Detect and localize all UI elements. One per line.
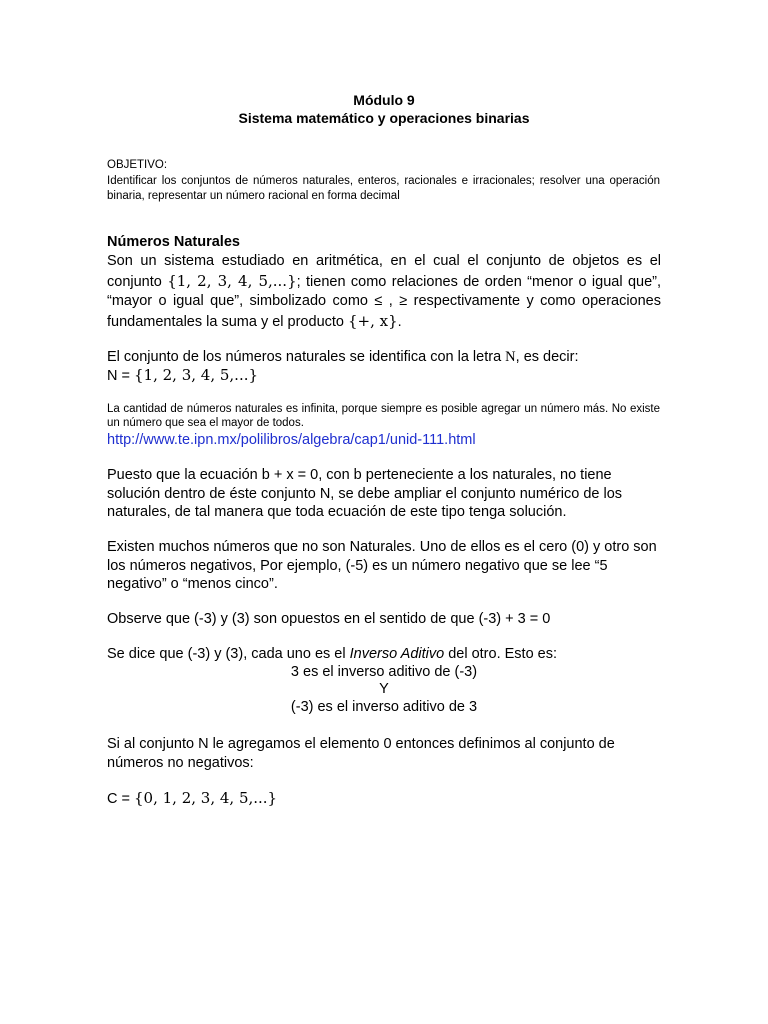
naturals-paragraph-2 <box>107 348 667 367</box>
page-subtitle: Sistema matemático y operaciones binarias <box>238 110 530 126</box>
p1-ops: {+, x} <box>348 311 398 330</box>
objective-label: OBJETIVO: <box>107 159 168 171</box>
naturals-note: La cantidad de números naturales es infinita, porque siempre es posible agregar un número más. No existe un número que sea el mayor de todos. <box>107 403 660 429</box>
p2-letter: N <box>505 349 516 365</box>
c-set-prefix: C = <box>107 791 134 807</box>
p1-set: {1, 2, 3, 4, 5,...} <box>167 271 297 290</box>
p1-text-a: Son un sistema estudiado en aritmética, en el cual el conjunto de objetos es el conjunto <box>107 253 661 290</box>
c-set: {0, 1, 2, 3, 4, 5,...} <box>134 789 278 807</box>
module-title: Módulo 9 <box>353 92 415 108</box>
paragraph-ecuacion: Puesto que la ecuación b + x = 0, con b perteneciente a los naturales, no tiene solución dentro de éste conjunto N, se debe ampliar el conjunto numérico de los naturales, de tal manera que toda ecuación de este tipo tenga solución. <box>107 467 623 520</box>
inverse-line-3: (-3) es el inverso aditivo de 3 <box>290 699 478 715</box>
paragraph-no-negativos: Si al conjunto N le agregamos el elemento 0 entonces definimos al conjunto de números no negativos: <box>107 736 615 771</box>
c-set-definition <box>107 789 277 809</box>
p6-text-b: del otro. Esto es: <box>444 646 558 662</box>
n-set-prefix: N = <box>107 368 134 384</box>
p2-text-b: , es decir: <box>515 349 579 365</box>
p6-text-a: Se dice que (-3) y (3), cada uno es el <box>107 646 350 662</box>
naturals-set-definition <box>107 366 258 386</box>
p6-emphasis: Inverso Aditivo <box>349 646 445 662</box>
p1-end: . <box>397 313 402 330</box>
inverse-line-1: 3 es el inverso aditivo de (-3) <box>290 664 478 680</box>
p2-text-a: El conjunto de los números naturales se identifica con la letra <box>107 349 506 365</box>
p1-text-b: ; tienen como relaciones de orden “menor o igual que”, “mayor o igual que”, simbolizado como ≤ , ≥ respectivamente y como operaciones fundamentales la suma y el producto <box>107 273 661 330</box>
reference-link[interactable]: http://www.te.ipn.mx/polilibros/algebra/cap1/unid-111.html <box>107 432 476 448</box>
paragraph-no-naturales: Existen muchos números que no son Naturales. Uno de ellos es el cero (0) y otro son los números negativos, Por ejemplo, (-5) es un número negativo que se lee “5 negativo” o “menos cinco”. <box>107 539 657 592</box>
objective-text: Identificar los conjuntos de números naturales, enteros, racionales e irracionales; resolver una operación binaria, representar un número racional en forma decimal <box>107 175 660 202</box>
paragraph-opuestos: Observe que (-3) y (3) son opuestos en el sentido de que (-3) + 3 = 0 <box>107 611 551 627</box>
inverse-line-2: Y <box>379 681 389 697</box>
naturals-paragraph-1 <box>107 252 661 332</box>
paragraph-inverso-aditivo <box>107 645 667 664</box>
section-heading-naturales: Números Naturales <box>107 234 240 250</box>
n-set: {1, 2, 3, 4, 5,...} <box>134 366 259 384</box>
